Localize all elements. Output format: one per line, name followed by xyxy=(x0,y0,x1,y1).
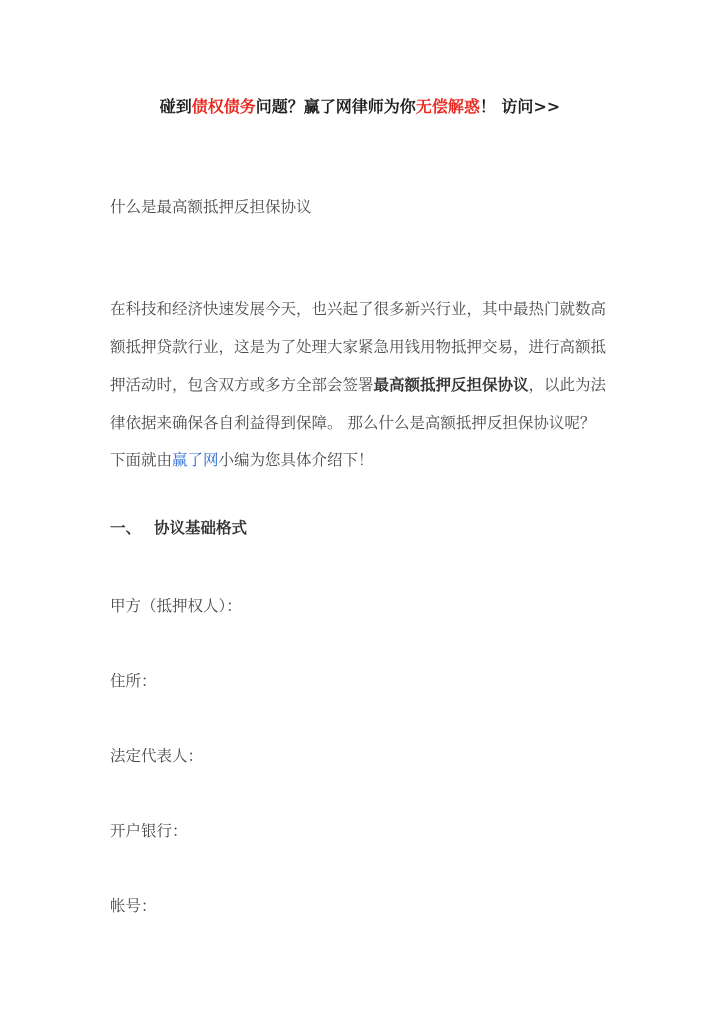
banner-text-2: 问题？赢了网律师为你 xyxy=(255,97,416,116)
banner-text-1: 碰到 xyxy=(159,97,192,116)
field-party-a: 甲方（抵押权人）： xyxy=(110,597,242,615)
field-account-number: 帐号： xyxy=(110,897,157,915)
field-legal-representative: 法定代表人： xyxy=(110,747,204,765)
section-heading xyxy=(110,517,610,539)
section-number: 一、 xyxy=(110,518,142,537)
banner-highlight-free: 无偿解惑 xyxy=(415,97,480,116)
intro-paragraph xyxy=(110,291,610,480)
intro-text-3: 小编为您具体介绍下！ xyxy=(218,451,374,469)
banner-highlight-debt: 债权债务 xyxy=(191,97,256,116)
field-address: 住所： xyxy=(110,672,157,690)
intro-bold-term: 最高额抵押反担保协议 xyxy=(373,375,529,394)
field-bank: 开户银行： xyxy=(110,822,188,840)
banner-visit-link[interactable]: ！ 访问>> xyxy=(479,97,561,116)
promo-banner[interactable] xyxy=(0,96,720,118)
intro-text-2: ，以此为法律依据来确保各自利益得到保障。 那么什么是高额抵押反担保协议呢？下面就由 xyxy=(110,376,607,469)
section-heading-text: 协议基础格式 xyxy=(154,518,248,537)
article-title: 什么是最高额抵押反担保协议 xyxy=(110,198,312,216)
intro-text-1: 在科技和经济快速发展今天，也兴起了很多新兴行业，其中最热门就数高额抵押贷款行业，这是为了处理大家紧急用钱用物抵押交易，进行高额抵押活动时，包含双方或多方全部会签署 xyxy=(110,300,607,394)
site-link[interactable]: 赢了网 xyxy=(172,451,219,469)
